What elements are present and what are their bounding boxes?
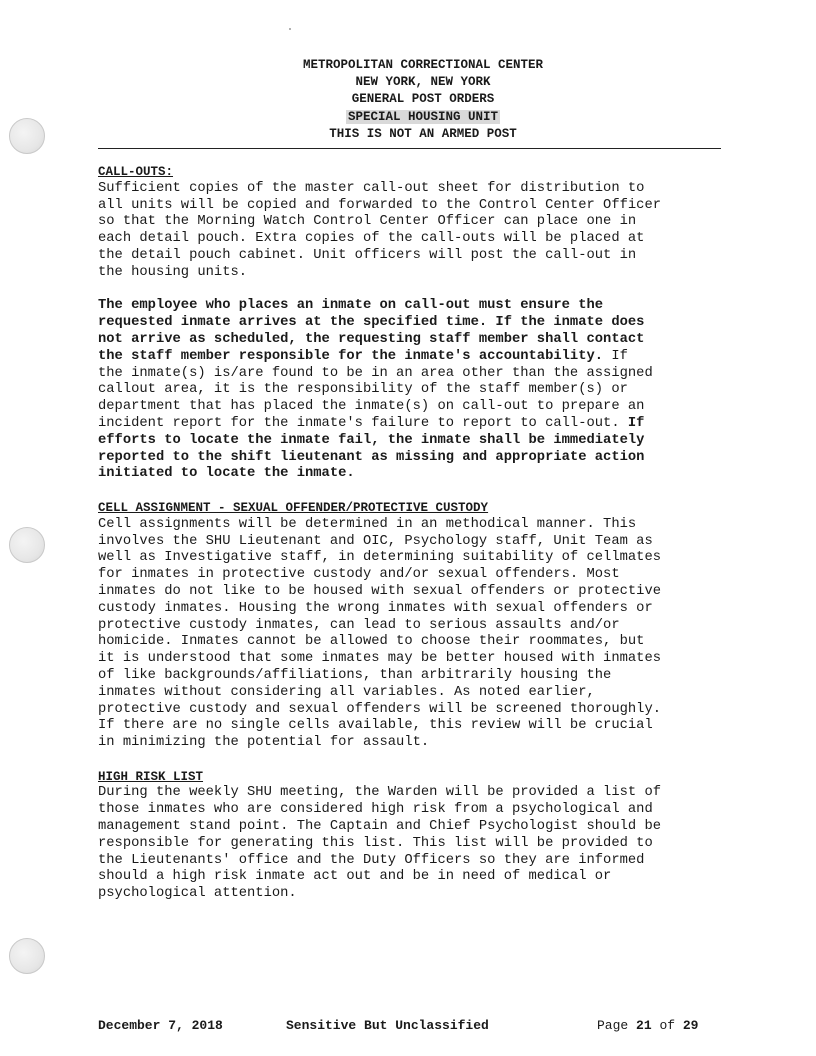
high-risk-paragraph: During the weekly SHU meeting, the Warden will be provided a list of those inmates who are considered high risk from a psychological and management stand point. The Captain and Chief Psychologist should be responsible for generating this list. This list will be provided to the Lieutenants' office and the Duty Officers so they are informed should a high risk inmate act out and be in need of medical or psychological attention. — [98, 785, 662, 902]
callouts-paragraph: Sufficient copies of the master call-out sheet for distribution to all units will be copied and forwarded to the Control Center Officer so that the Morning Watch Control Center Officer can place one in each detail pouch. Extra copies of the call-outs will be placed at the detail pouch cabinet. Unit officers will post the call-out in the housing units. — [98, 180, 662, 280]
punch-hole-middle — [9, 527, 45, 563]
cell-assignment-heading: CELL ASSIGNMENT - SEXUAL OFFENDER/PROTECTIVE CUSTODY — [98, 500, 489, 515]
accountability-normal-text: If the inmate(s) is/are found to be in an area other than the assigned callout area, it is the responsibility of the staff member(s) or department that has placed the inmate(s) on call-out to prepare an incident report for the inmate's failure to report to call-out. — [98, 348, 653, 431]
header-unit: SPECIAL HOUSING UNIT — [347, 109, 499, 124]
footer-page-number: Page 21 of 29 — [597, 1018, 699, 1033]
cell-assignment-paragraph: Cell assignments will be determined in an methodical manner. This involves the SHU Lieutenant and OIC, Psychology staff, Unit Team as well as Investigative staff, in determining suitability of cellmates for inmates in protective custody and/or sexual offenders. Most inmates do not like to be housed with sexual offenders or protective custody inmates. Housing the wrong inmates with sexual offenders or protective custody inmates, can lead to serious assaults and/or homicide. Inmates cannot be allowed to choose their roommates, but it is understood that some inmates may be better housed with inmates of like backgrounds/affiliations, than arbitrarily housing the inmates without considering all variables. As noted earlier, protective custody and sexual offenders will be screened thoroughly. If there are no single cells available, this review will be crucial in minimizing the potential for assault. — [98, 516, 662, 751]
callouts-accountability-paragraph — [98, 298, 758, 483]
accountability-bold-text-2: If efforts to locate the inmate fail, the inmate shall be immediately reported to the shift lieutenant as missing and appropriate action initiated to locate the inmate. — [98, 415, 645, 482]
header-facility: METROPOLITAN CORRECTIONAL CENTER — [302, 58, 544, 72]
header-armed-status: THIS IS NOT AN ARMED POST — [329, 126, 517, 141]
header-divider — [98, 148, 721, 149]
footer-classification: Sensitive But Unclassified — [286, 1018, 489, 1033]
punch-hole-top — [9, 118, 45, 154]
punch-hole-bottom — [9, 938, 45, 974]
footer-date: December 7, 2018 — [98, 1018, 223, 1033]
document-body — [98, 164, 758, 903]
header-doc-type: GENERAL POST ORDERS — [351, 92, 495, 107]
accountability-bold-text: The employee who places an inmate on call-out must ensure the requested inmate arrives at the specified time. If the inmate does not arrive as scheduled, the requesting staff member shall contact the staff member responsible for the inmate's accountability. — [98, 298, 645, 364]
document-header — [98, 57, 748, 143]
header-location: NEW YORK, NEW YORK — [355, 75, 491, 90]
high-risk-heading: HIGH RISK LIST — [98, 769, 204, 784]
callouts-heading: CALL-OUTS: — [98, 165, 174, 179]
stray-mark — [289, 28, 291, 30]
